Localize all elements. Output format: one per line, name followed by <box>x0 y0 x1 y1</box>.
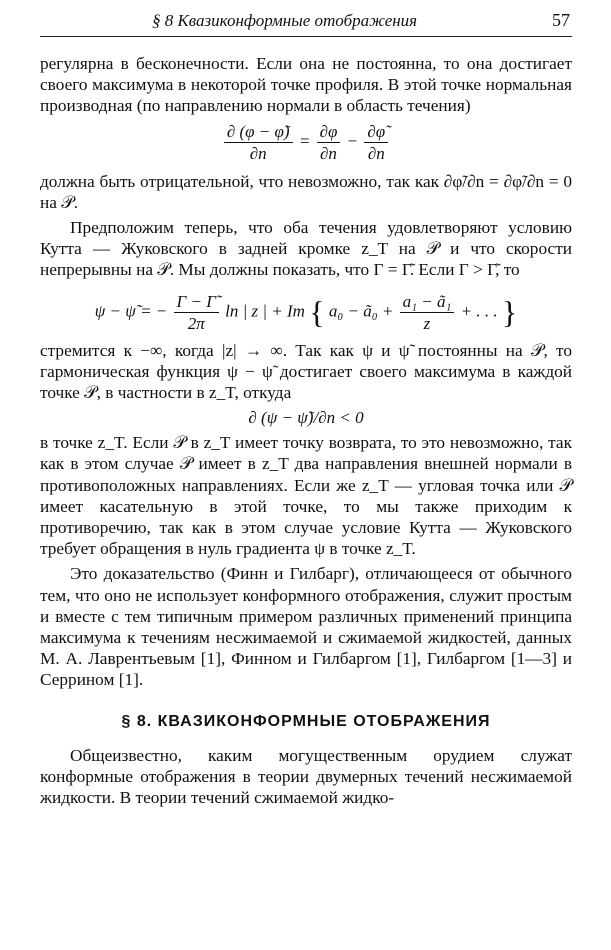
fraction <box>224 121 293 164</box>
fraction <box>174 291 219 334</box>
fraction <box>317 121 341 164</box>
formula-part: ψ − ψ̃ = − <box>94 301 168 321</box>
numerator: ∂φ <box>317 121 341 143</box>
fraction <box>364 121 388 164</box>
denominator: ∂n <box>320 143 337 163</box>
paragraph: Предположим теперь, что оба течения удовлетворяют условию Кутта — Жуковского в задней кромке z_T на 𝒫 и что скорости непрерывны на 𝒫. Мы должны показать, что Γ = Γ̃. Если Γ > Γ̃, то <box>40 218 572 280</box>
paragraph: Это доказательство (Финн и Гилбарг), отличающееся от обычного тем, что оно не использует конформного отображения, служит простым и вместе с тем типичным примером различных применений принципа максимума к течениям несжимаемой и сжимаемой жидкостей, данных М. А. Лаврентьевым [1], Финном и Гилбаргом [1], Гилбаргом [1—3] и Серрином [1]. <box>40 564 572 690</box>
minus-sign: − <box>346 131 359 151</box>
denominator: ∂n <box>249 143 267 163</box>
section-heading: § 8. КВАЗИКОНФОРМНЫЕ ОТОБРАЖЕНИЯ <box>121 712 491 730</box>
numerator: Γ − Γ̃ <box>174 291 219 313</box>
paragraph: стремится к −∞, когда |z| → ∞. Так как ψ и ψ̃ постоянны на 𝒫, то гармоническая функция ψ − ψ̃ достигает своего максимума в каждой точке 𝒫, в частности в z_T, откуда <box>40 340 572 403</box>
brace-close: } <box>501 293 518 330</box>
formula-inequality: ∂ (ψ − ψ̃)/∂n < 0 <box>248 408 364 428</box>
numerator: ∂φ̃ <box>364 121 388 143</box>
paragraph: в точке z_T. Если 𝒫 в z_T имеет точку возврата, то это невозможно, так как в этом случае 𝒫 имеет в z_T два направления внешней нормали в противоположных направлениях. Если же z_T — угловая точка или 𝒫 имеет касательную в этой точке, то мы также приходим к противоречию, так как в этом случае условие Кутта — Жуковского требует обращения в нуль градиента ψ в точке z_T. <box>40 433 572 559</box>
paragraph: должна быть отрицательной, что невозможно, так как ∂φ̃/∂n = ∂φ̃/∂n = 0 на 𝒫. <box>40 171 572 212</box>
paragraph: регулярна в бесконечности. Если она не постоянна, то она достигает своего максимума в некоторой точке профиля. В этой точке нормальная производная (по направлению нормали в область течения) <box>40 54 572 116</box>
formula-stream-function <box>40 291 572 334</box>
fraction <box>400 291 455 334</box>
numerator: ∂ (φ − φ̃) <box>224 121 293 143</box>
denominator: 2π <box>187 313 205 333</box>
paragraph: Общеизвестно, каким могущественным орудием служат конформные отображения в теории двумерных течений несжимаемой жидкости. В теории течений сжимаемой жидко- <box>40 745 572 808</box>
formula-part: a₀ − ã₀ + <box>328 301 394 321</box>
running-header <box>40 10 572 37</box>
book-page <box>40 10 572 808</box>
formula-normal-derivative <box>40 121 572 167</box>
page-number: 57 <box>552 10 570 30</box>
numerator: a₁ − ã₁ <box>400 291 455 313</box>
denominator: ∂n <box>367 143 385 163</box>
brace-open: { <box>309 293 325 330</box>
denominator: z <box>423 313 431 333</box>
running-title: § 8 Квазиконформные отображения <box>152 11 418 30</box>
formula-part: + . . . <box>460 301 498 321</box>
equals-sign: = <box>298 131 311 151</box>
formula-part: ln | z | + Im <box>225 301 305 321</box>
